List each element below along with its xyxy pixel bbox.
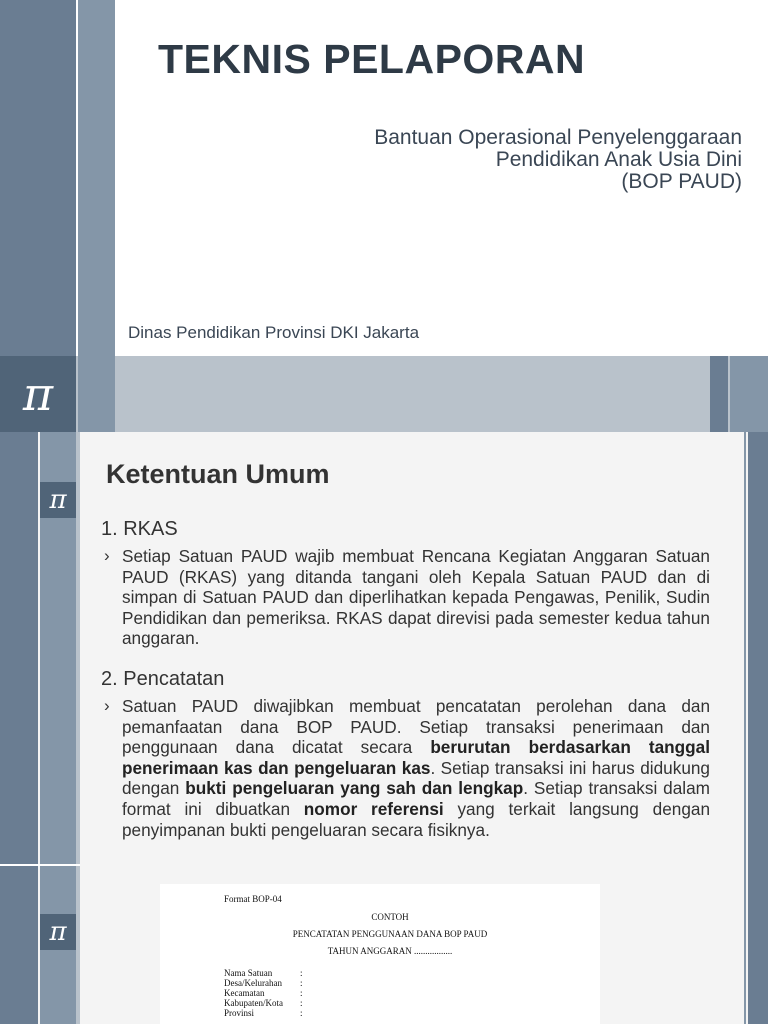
emphasis-text: berurutan berdasarkan tanggal penerimaan kas dan pengeluaran kas bbox=[122, 737, 710, 778]
content-slide bbox=[0, 432, 768, 1024]
form-field-colon: : bbox=[300, 1008, 303, 1018]
subtitle-line-3: (BOP PAUD) bbox=[621, 170, 742, 193]
form-field-colon: : bbox=[300, 998, 303, 1008]
slide-title: TEKNIS PELAPORAN bbox=[158, 36, 586, 82]
emphasis-text: nomor referensi bbox=[303, 798, 444, 819]
chevron-right-icon: › bbox=[104, 696, 110, 715]
slide-subtitle bbox=[374, 127, 742, 193]
organization-name: Dinas Pendidikan Provinsi DKI Jakarta bbox=[128, 323, 420, 342]
bullet-text-rkas: Setiap Satuan PAUD wajib membuat Rencana Kegiatan Anggaran Satuan PAUD (RKAS) yang ditanda tangani oleh Kepala Satuan PAUD dan di simpan di Satuan PAUD dan diperlihatkan kepada Pengawas, Penilik, Sudin Pendidikan dan pemeriksa. RKAS dapat direvisi pada semester kedua tahun anggaran. bbox=[122, 546, 710, 649]
form-field bbox=[224, 988, 334, 998]
right-decor-line bbox=[744, 432, 746, 1024]
form-field-colon: : bbox=[300, 988, 303, 998]
left-decor-strip-mid bbox=[78, 0, 115, 356]
text-part: yang terkait langsung dengan penyimpanan bukti pengeluaran secara fisiknya. bbox=[122, 798, 710, 840]
form-field-colon: : bbox=[300, 968, 303, 978]
form-field bbox=[224, 998, 334, 1008]
form-field-label: Desa/Kelurahan bbox=[224, 978, 282, 988]
pi-icon: π bbox=[49, 485, 67, 515]
form-field-label: Kabupaten/Kota bbox=[224, 998, 283, 1008]
text-part: . Setiap transaksi dalam format ini dibuatkan bbox=[122, 778, 710, 819]
form-field bbox=[224, 978, 334, 988]
bullet-text-pencatatan bbox=[122, 696, 710, 840]
pi-logo-box-next bbox=[40, 914, 76, 950]
bottom-decor-band bbox=[0, 356, 768, 432]
form-field-label: Nama Satuan bbox=[224, 968, 273, 978]
left-decor-strip-dark bbox=[0, 0, 76, 356]
section-title-rkas: 1. RKAS bbox=[101, 518, 178, 540]
form-field-colon: : bbox=[300, 978, 303, 988]
pi-logo-box bbox=[0, 356, 76, 432]
bullet-rkas bbox=[104, 546, 710, 649]
section-heading: Ketentuan Umum bbox=[106, 459, 330, 489]
band-decor-right-2 bbox=[730, 356, 768, 432]
slide-divider bbox=[0, 864, 80, 866]
right-decor-strip bbox=[748, 432, 768, 1024]
emphasis-text: bukti pengeluaran yang sah dan lengkap bbox=[185, 778, 524, 799]
chevron-right-icon: › bbox=[104, 546, 110, 565]
form-year: TAHUN ANGGARAN ................. bbox=[327, 946, 453, 956]
text-part: . Setiap transaksi ini harus didukung dengan bbox=[122, 757, 710, 799]
pi-logo-box bbox=[40, 482, 76, 518]
form-field-label: Kecamatan bbox=[224, 988, 265, 998]
bullet-pencatatan bbox=[104, 696, 710, 840]
form-sample-image bbox=[160, 884, 600, 1024]
form-label: CONTOH bbox=[371, 912, 409, 922]
left-decor-strip-light bbox=[76, 432, 80, 1024]
form-title: PENCATATAN PENGGUNAAN DANA BOP PAUD bbox=[292, 929, 488, 939]
form-field-label: Provinsi bbox=[224, 1008, 255, 1018]
band-decor-right-1 bbox=[710, 356, 728, 432]
left-decor-strip-dark bbox=[0, 432, 38, 1024]
subtitle-line-2: Pendidikan Anak Usia Dini bbox=[495, 148, 742, 171]
band-decor-mid bbox=[78, 356, 115, 432]
form-field bbox=[224, 1008, 334, 1018]
form-code: Format BOP-04 bbox=[224, 894, 282, 904]
form-field bbox=[224, 968, 334, 978]
pi-icon: π bbox=[22, 367, 54, 421]
subtitle-line-1: Bantuan Operasional Penyelenggaraan bbox=[374, 126, 742, 149]
pi-icon: π bbox=[49, 917, 67, 947]
section-title-pencatatan: 2. Pencatatan bbox=[101, 668, 225, 690]
text-part: Satuan PAUD diwajibkan membuat pencatatan perolehan dana dan pemanfaatan dana BOP PAUD. Setiap transaksi penerimaan dan penggunaan dana dicatat secara bbox=[122, 696, 710, 758]
title-slide bbox=[0, 0, 768, 432]
